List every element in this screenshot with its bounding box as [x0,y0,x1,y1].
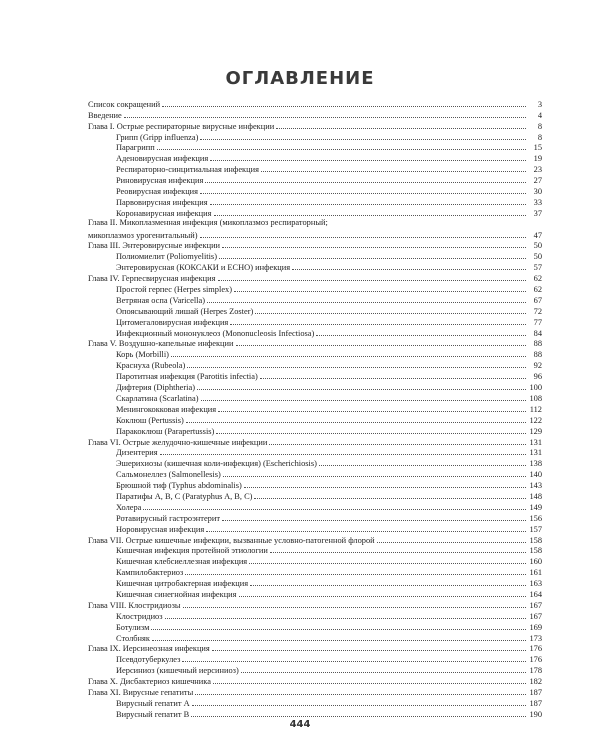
toc-entry-page: 178 [529,666,542,676]
toc-entry-title: Кишечная клебсиеллезная инфекция [116,557,248,567]
toc-entry-title: Менингококковая инфекция [116,404,217,414]
dot-leader [222,520,526,521]
dot-leader [216,433,526,434]
dot-leader [143,509,526,510]
toc-section-entry[interactable] [88,457,542,468]
toc-entry-page: 72 [533,306,542,316]
toc-entry-page: 158 [529,546,542,556]
toc-entry-page: 62 [533,274,542,284]
toc-entry-page: 27 [533,176,542,186]
dot-leader [195,694,526,695]
toc-entry-title: Глава VII. Острые кишечные инфекции, вызванные условно-патогенной флорой [88,535,375,545]
toc-entry-page: 47 [533,230,542,240]
toc-entry-page: 138 [529,459,542,469]
toc-section-entry[interactable] [88,468,542,479]
dot-leader [249,563,526,564]
toc-entry-page: 167 [529,611,542,621]
toc-entry-title: Глава V. Воздушно-капельные инфекции [88,339,234,349]
toc-section-entry[interactable] [88,697,542,708]
toc-entry-page: 158 [529,535,542,545]
toc-entry-title: Клостридиоз [116,611,163,621]
toc-section-entry[interactable] [88,392,542,403]
dot-leader [160,454,526,455]
toc-entry-page: 190 [529,709,542,719]
toc-entry-title: Инфекционный мононуклеоз (Mononucleosis Infectiosa) [116,328,315,338]
toc-entry-page: 149 [529,502,542,512]
toc-entry-title: Простой герпес (Herpes simplex) [116,285,233,295]
dot-leader [230,324,526,325]
toc-chapter-entry[interactable] [88,240,542,251]
dot-leader [171,356,526,357]
toc-entry-title: Краснуха (Rubeola) [116,361,186,371]
toc-chapter-entry[interactable] [88,218,542,240]
toc-entry-title: Вирусный гепатит В [116,709,190,719]
toc-entry-title: Ротавирусный гастроэнтерит [116,513,221,523]
toc-entry-title: Иерсиниоз (кишечный иерсиниоз) [116,666,239,676]
toc-entry-title: Опоясывающий лишай (Herpes Zoster) [116,306,254,316]
toc-chapter-entry[interactable] [88,534,542,545]
toc-chapter-entry[interactable] [88,338,542,349]
dot-leader [157,149,526,150]
dot-leader [200,193,526,194]
toc-section-entry[interactable] [88,501,542,512]
toc-entry-title: Паротитная инфекция (Parotitis infectia) [116,372,258,382]
toc-entry-title: Паратифы А, В, С (Paratyphus A, B, C) [116,491,253,501]
toc-section-entry[interactable] [88,512,542,523]
toc-entry-title: Кишечная синегнойная инфекция [116,589,237,599]
toc-entry-page: 140 [529,470,542,480]
toc-entry-title: Ветряная оспа (Varicella) [116,295,205,305]
toc-section-entry[interactable] [88,294,542,305]
toc-entry-title: Ботулизм [116,622,150,632]
toc-entry-page: 176 [529,655,542,665]
toc-entry-page: 8 [537,121,542,131]
toc-entry-title: Аденовирусная инфекция [116,154,209,164]
toc-section-entry[interactable] [88,566,542,577]
dot-leader [210,160,526,161]
dot-leader [187,367,526,368]
toc-section-entry[interactable] [88,196,542,207]
dot-leader [206,531,526,532]
dot-leader [192,705,526,706]
toc-section-entry[interactable] [88,403,542,414]
toc-section-entry[interactable] [88,425,542,436]
dot-leader [236,345,527,346]
toc-entry-page: 108 [529,393,542,403]
toc-chapter-entry[interactable] [88,98,542,109]
dot-leader [197,389,526,390]
dot-leader [200,237,526,238]
toc-entry-page: 129 [529,426,542,436]
toc-entry-title: Респираторно-синцитиальная инфекция [116,165,259,175]
toc-section-entry[interactable] [88,305,542,316]
toc-entry-page: 15 [533,143,542,153]
dot-leader [200,139,526,140]
toc-entry-page: 50 [533,252,542,262]
toc-entry-title: Кишечная цитробактерная инфекция [116,579,249,589]
toc-entry-page: 8 [537,132,542,142]
toc-entry-page: 67 [533,295,542,305]
toc-section-entry[interactable] [88,174,542,185]
toc-entry-page: 187 [529,687,542,697]
toc-section-entry[interactable] [88,610,542,621]
toc-entry-title: Скарлатина (Scarlatina) [116,393,199,403]
toc-entry-page: 173 [529,633,542,643]
toc-section-entry[interactable] [88,131,542,142]
page-title: ОГЛАВЛЕНИЕ [225,68,375,89]
toc-entry-page: 88 [533,350,542,360]
toc-entry-title: Столбняк [116,633,150,643]
toc-entry-page: 169 [529,622,542,632]
toc-entry-page: 84 [533,328,542,338]
toc-section-entry[interactable] [88,152,542,163]
toc-section-entry[interactable] [88,283,542,294]
toc-entry-title: Псевдотуберкулез [116,655,181,665]
toc-entry-page: 30 [533,187,542,197]
toc-section-entry[interactable] [88,370,542,381]
dot-leader [165,618,526,619]
toc-section-entry[interactable] [88,348,542,359]
dot-leader [213,683,526,684]
toc-entry-title: Кампилобактериоз [116,568,184,578]
dot-leader [254,498,526,499]
toc-entry-page: 131 [529,448,542,458]
toc-entry-page: 37 [533,208,542,218]
toc-entry-title: Дифтерия (Diphtheria) [116,383,196,393]
toc-entry-page: 57 [533,263,542,273]
toc-entry-page: 131 [529,437,542,447]
dot-leader [234,291,526,292]
toc-entry-title: Глава VIII. Клостридиозы [88,600,181,610]
toc-section-entry[interactable] [88,545,542,556]
dot-leader [276,128,526,129]
dot-leader [319,465,526,466]
toc-chapter-entry[interactable] [88,120,542,131]
page-number: 444 [289,719,311,730]
toc-section-entry[interactable] [88,261,542,272]
toc-section-entry[interactable] [88,142,542,153]
toc-entry-page: 148 [529,491,542,501]
toc-entry-title: Глава III. Энтеровирусные инфекции [88,241,221,251]
toc-entry-page: 100 [529,383,542,393]
toc-entry-title: Паракоклюш (Parapertussis) [116,426,215,436]
dot-leader [255,313,526,314]
toc-entry-page: 96 [533,372,542,382]
toc-entry-page: 23 [533,165,542,175]
dot-leader [183,607,526,608]
toc-entry-page: 88 [533,339,542,349]
dot-leader [201,400,527,401]
toc-section-entry[interactable] [88,555,542,566]
dot-leader [186,422,526,423]
toc-entry-title: Дизентерия [116,448,158,458]
toc-entry-page: 161 [529,568,542,578]
toc-entry-title: Глава II. Микоплазменная инфекция (микоплазмоз респираторный; [88,217,328,227]
toc-entry-page: 182 [529,677,542,687]
toc-chapter-entry[interactable] [88,599,542,610]
toc-entry-title: Брюшной тиф (Typhus abdominalis) [116,481,242,491]
toc-entry-page: 157 [529,524,542,534]
toc-entry-title: Грипп (Gripp influenza) [116,132,199,142]
dot-leader [191,716,526,717]
dot-leader [244,487,526,488]
dot-leader [152,640,526,641]
toc-section-entry[interactable] [88,577,542,588]
toc-entry-page: 156 [529,513,542,523]
toc-entry-page: 77 [533,317,542,327]
toc-entry-page: 92 [533,361,542,371]
toc-section-entry[interactable] [88,708,542,719]
toc-entry-page: 33 [533,197,542,207]
toc-chapter-entry[interactable] [88,643,542,654]
toc-section-entry[interactable] [88,359,542,370]
toc-entry-title: Сальмонеллез (Salmonellesis) [116,470,221,480]
toc-section-entry[interactable] [88,653,542,664]
dot-leader [239,596,526,597]
dot-leader [162,106,526,107]
toc-section-entry[interactable] [88,479,542,490]
dot-leader [241,672,526,673]
toc-entry-title: Коклюш (Pertussis) [116,415,184,425]
toc-chapter-entry[interactable] [88,675,542,686]
toc-entry-title: Реовирусная инфекция [116,187,199,197]
toc-entry-page: 164 [529,589,542,599]
toc-entry-page: 4 [537,110,542,120]
dot-leader [250,585,526,586]
toc-section-entry[interactable] [88,316,542,327]
toc-entry-page: 143 [529,481,542,491]
toc-entry-title: Парвовирусная инфекция [116,197,208,207]
toc-section-entry[interactable] [88,490,542,501]
dot-leader [222,247,526,248]
toc-section-entry[interactable] [88,588,542,599]
toc-entry-title: Корь (Morbilli) [116,350,169,360]
toc-entry-page: 187 [529,698,542,708]
toc-section-entry[interactable] [88,621,542,632]
toc-section-entry[interactable] [88,185,542,196]
toc-entry-title: Риновирусная инфекция [116,176,204,186]
toc-entry-title: Холера [116,502,142,512]
toc-entry-title: Вирусный гепатит А [116,698,190,708]
dot-leader [182,661,526,662]
toc-entry-title: Глава I. Острые респираторные вирусные инфекции [88,121,275,131]
dot-leader [292,269,526,270]
dot-leader [151,629,526,630]
toc-entry-page: 50 [533,241,542,251]
toc-entry-title: Норовирусная инфекция [116,524,205,534]
toc-entry-page: 176 [529,644,542,654]
toc-section-entry[interactable] [88,632,542,643]
toc-entry-title: Глава VI. Острые желудочно-кишечные инфекции [88,437,268,447]
dot-leader [205,182,526,183]
toc-entry-title: Парагрипп [116,143,155,153]
toc-section-entry[interactable] [88,447,542,458]
toc-section-entry[interactable] [88,664,542,675]
toc-entry-page: 163 [529,579,542,589]
toc-section-entry[interactable] [88,207,542,218]
toc-section-entry[interactable] [88,523,542,534]
toc-entry-title: Полиомиелит (Poliomyelitis) [116,252,217,262]
dot-leader [210,204,526,205]
toc-entry-title: Глава X. Дисбактериоз кишечника [88,677,211,687]
toc-chapter-entry[interactable] [88,686,542,697]
toc-entry-page: 160 [529,557,542,567]
dot-leader [214,215,527,216]
dot-leader [212,650,526,651]
toc-entry-title: Цитомегаловирусная инфекция [116,317,229,327]
toc-entry-title: Коронавирусная инфекция [116,208,212,218]
toc-entry-page: 3 [537,99,542,109]
toc-section-entry[interactable] [88,250,542,261]
dot-leader [260,378,526,379]
toc-section-entry[interactable] [88,163,542,174]
dot-leader [219,258,526,259]
toc-entry-title: Глава IV. Герпесвирусная инфекция [88,274,216,284]
dot-leader [377,542,526,543]
toc-entry-title: Глава XI. Вирусные гепатиты [88,687,194,697]
toc-chapter-entry[interactable] [88,272,542,283]
toc-entry-page: 112 [529,404,542,414]
toc-chapter-entry[interactable] [88,109,542,120]
dot-leader [218,280,527,281]
dot-leader [185,574,526,575]
toc-entry-title: Энтеровирусная (КОКСАКИ и ECHO) инфекция [116,263,291,273]
toc-entry-title: Введение [88,110,122,120]
toc-entry-title: Список сокращений [88,99,161,109]
table-of-contents [88,98,542,719]
dot-leader [124,117,526,118]
dot-leader [218,411,526,412]
toc-entry-title: Глава IX. Иерсинеозная инфекция [88,644,210,654]
dot-leader [207,302,526,303]
dot-leader [261,171,526,172]
dot-leader [270,552,526,553]
dot-leader [223,476,526,477]
toc-entry-title-continued: микоплазмоз урогенитальный) [88,230,198,240]
toc-entry-page: 19 [533,154,542,164]
toc-entry-page: 62 [533,285,542,295]
toc-section-entry[interactable] [88,327,542,338]
toc-entry-page: 167 [529,600,542,610]
toc-section-entry[interactable] [88,381,542,392]
toc-section-entry[interactable] [88,414,542,425]
toc-chapter-entry[interactable] [88,436,542,447]
dot-leader [316,335,526,336]
toc-entry-title: Кишечная инфекция протейной этиологии [116,546,268,556]
toc-entry-page: 122 [529,415,542,425]
toc-entry-title: Эшерихиозы (кишечная коли-инфекция) (Escherichiosis) [116,459,317,469]
dot-leader [269,444,526,445]
